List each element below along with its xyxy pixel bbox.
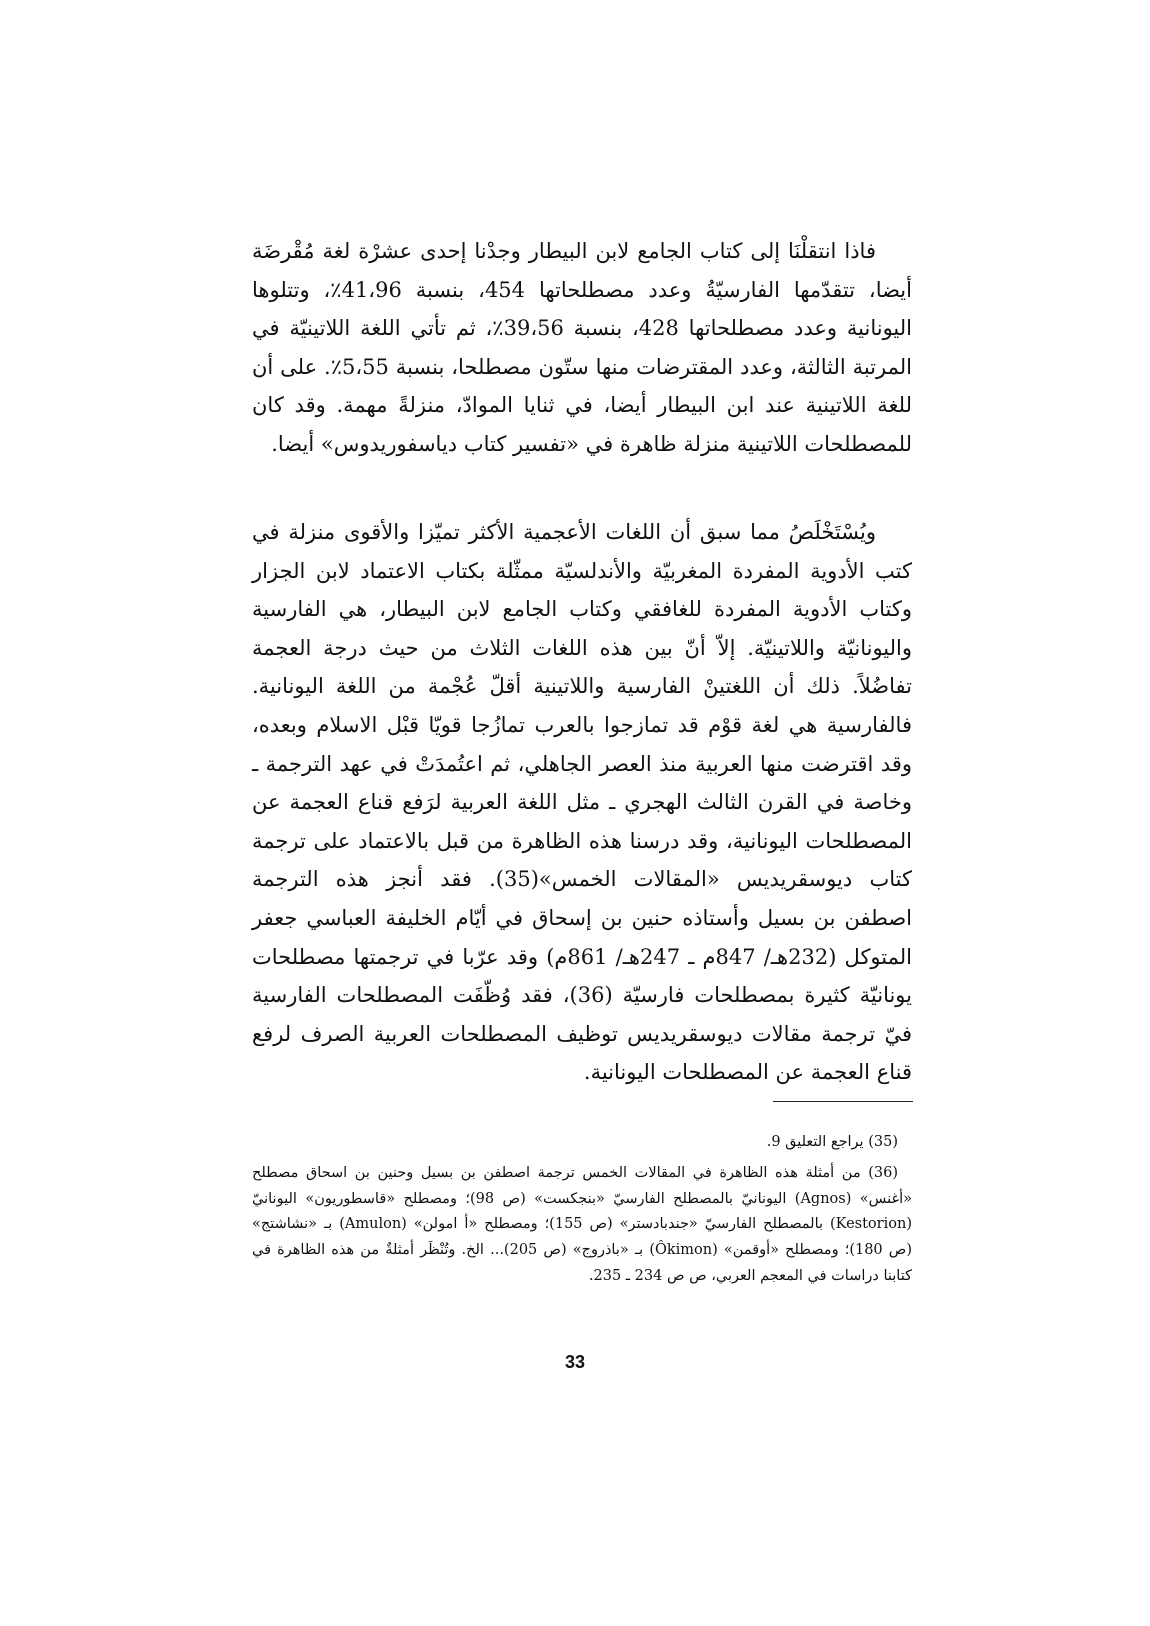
page-number: 33 xyxy=(564,1352,586,1372)
footnote-separator xyxy=(773,1101,913,1102)
footnote-35: (35) يراجع التعليق 9. xyxy=(766,1134,898,1150)
body-paragraph-2 xyxy=(252,513,912,1092)
footnotes xyxy=(252,1130,912,1295)
body-paragraph-1 xyxy=(252,232,912,464)
paragraph-text: فاذا انتقلْنَا إلى كتاب الجامع لابن البيطار وجدْنا إحدى عشرْة لغة مُقْرضَة أيضا، تتقدّمها الفارسيّةُ وعدد مصطلحاتها 454، بنسبة 41،96٪، وتتلوها اليونانية وعدد مصطلحاتها 428، بنسبة 39،56٪، ثم تأتي اللغة اللاتينيّة في المرتبة الثالثة، وعدد المقترضات منها ستّون مصطلحا، بنسبة 5،55٪. على أن للغة اللاتينية عند ابن البيطار أيضا، في ثنايا الموادّ، منزلةً مهمة. وقد كان للمصطلحات اللاتينية منزلة ظاهرة في «تفسير كتاب دياسفوريدوس» أيضا. xyxy=(252,239,912,456)
footnote-36: (36) من أمثلة هذه الظاهرة في المقالات الخمس ترجمة اصطفن بن بسيل وحنين بن اسحاق مصطلح «أغنس» (Agnos) اليونانيّ بالمصطلح الفارسيّ «بنجكست» (ص 98)؛ ومصطلح «قاسطوريون» اليونانيّ (Kestorion) بالمصطلح الفارسيّ «جندبادستر» (ص 155)؛ ومصطلح «أ امولن» (Amulon) بـ «نشاشتج» (ص 180)؛ ومصطلح «أوقمن» (Ôkimon) بـ «باذروج» (ص 205)... الخ. وتُنْظَر أمثلةٌ من هذه الظاهرة في كتابنا دراسات في المعجم العربي، ص ص 234 ـ 235. xyxy=(252,1164,913,1284)
paragraph-text: ويُسْتَخْلَصُ مما سبق أن اللغات الأعجمية الأكثر تميّزا والأقوى منزلة في كتب الأدوية المفردة المغربيّة والأندلسيّة ممثّلة بكتاب الاعتماد لابن الجزار وكتاب الأدوية المفردة للغافقي وكتاب الجامع لابن البيطار، هي الفارسية واليونانيّة واللاتينيّة. إلاّ أنّ بين هذه اللغات الثلاث من حيث درجة العجمة تفاضُلاً. ذلك أن اللغتينْ الفارسية واللاتينية أقلّ عُجْمة من اللغة اليونانية. فالفارسية هي لغة قوْم قد تمازجوا بالعرب تمازُجا قويّا قبْل الاسلام وبعده، وقد اقترضت منها العربية منذ العصر الجاهلي، ثم اعتُمدَتْ في عهد الترجمة ـ وخاصة في القرن الثالث الهجري ـ مثل اللغة العربية لرَفع قناع العجمة عن المصطلحات اليونانية، وقد درسنا هذه الظاهرة من قبل بالاعتماد على ترجمة كتاب ديوسقريديس «المقالات الخمس»(35). فقد أنجز هذه الترجمة اصطفن بن بسيل وأستاذه حنين بن إسحاق في أيّام الخليفة العباسي جعفر المتوكل (232هـ/ 847م ـ 247هـ/ 861م) وقد عرّبا في ترجمتها مصطلحات يونانيّة كثيرة بمصطلحات فارسيّة (36)، فقد وُظّفَت المصطلحات الفارسية فيّ ترجمة مقالات ديوسقريديس توظيف المصطلحات العربية الصرف لرفع قناع العجمة عن المصطلحات اليونانية. xyxy=(252,520,913,1085)
